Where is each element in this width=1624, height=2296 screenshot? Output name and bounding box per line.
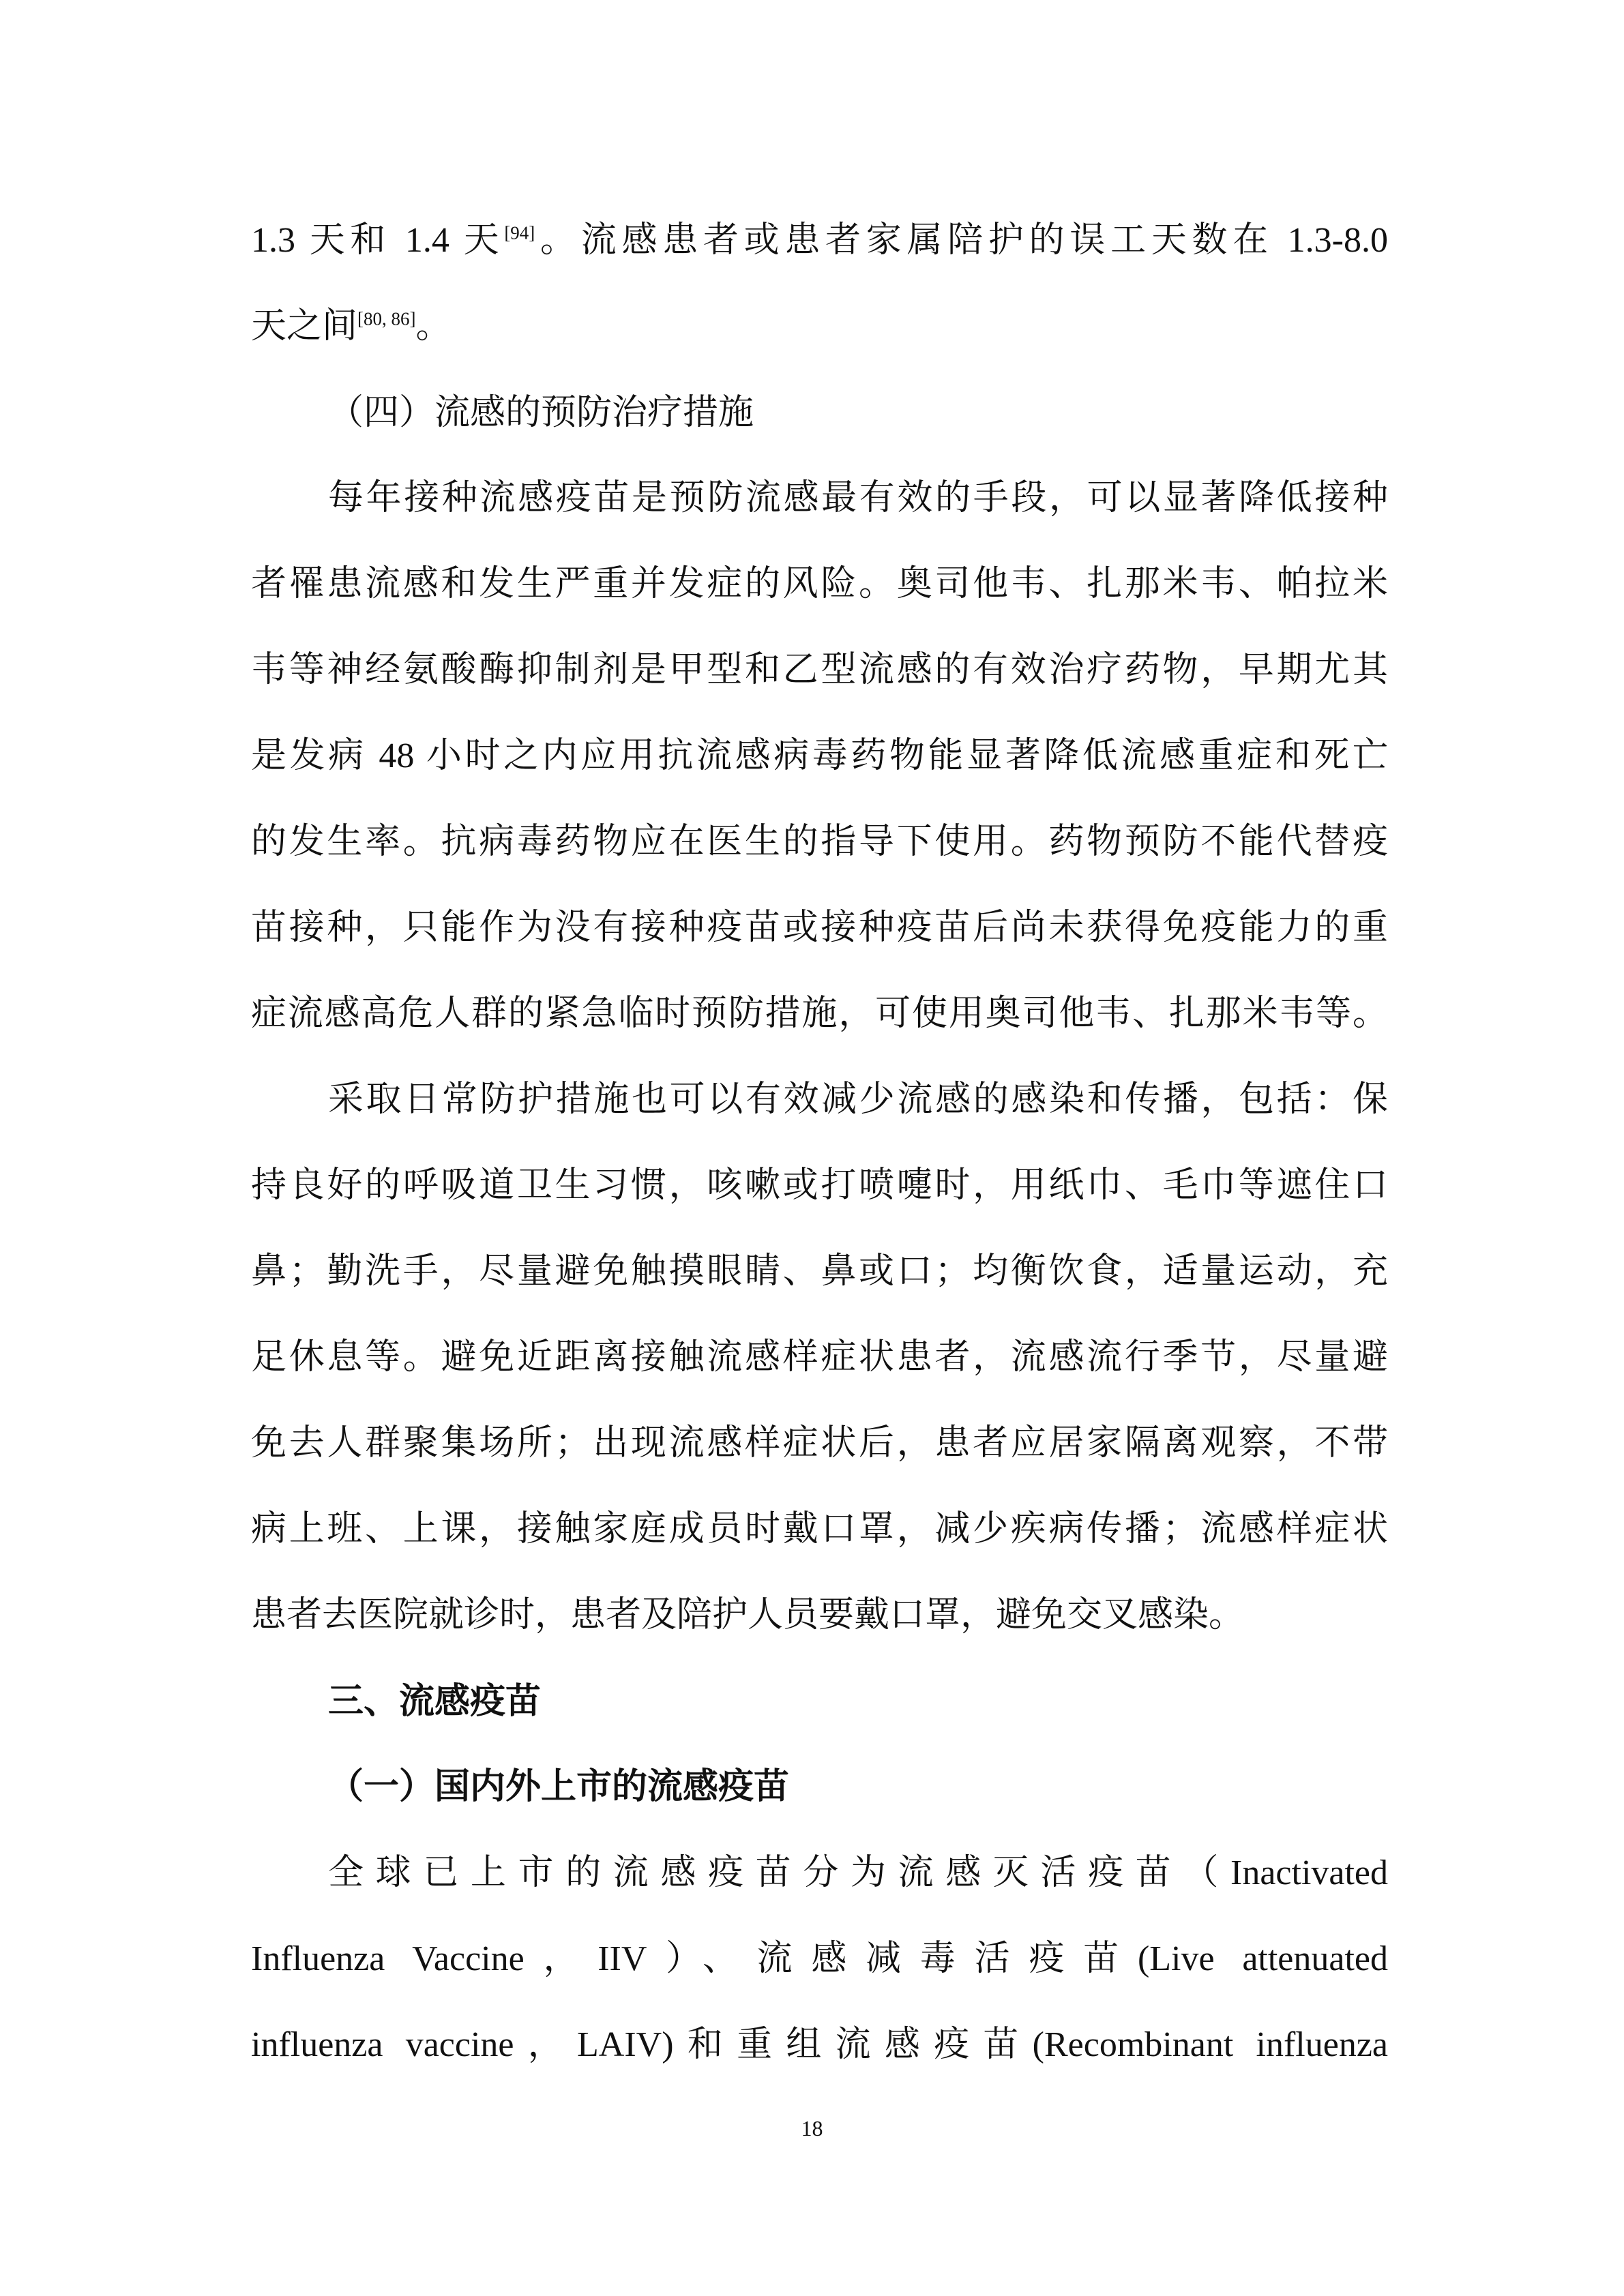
body-line: 韦等神经氨酸酶抑制剂是甲型和乙型流感的有效治疗药物，早期尤其: [251, 651, 1388, 689]
body-line: 苗接种，只能作为没有接种疫苗或接种疫苗后尚未获得免疫能力的重: [251, 908, 1388, 947]
body-line: 的发生率。抗病毒药物应在医生的指导下使用。药物预防不能代替疫: [251, 822, 1388, 861]
intro-text: 。流感患者或患者家属陪护的误工天数在 1.3-8.0: [535, 221, 1388, 260]
body-line-intro-1: [251, 198, 1388, 284]
body-line: 全球已上市的流感疫苗分为流感灭活疫苗（Inactivated: [328, 1853, 1388, 1892]
subsection-heading-marketed-vaccines: （一）国内外上市的流感疫苗: [328, 1768, 790, 1806]
body-line: 症流感高危人群的紧急临时预防措施，可使用奥司他韦、扎那米韦等。: [251, 994, 1388, 1033]
body-line: 鼻；勤洗手，尽量避免触摸眼睛、鼻或口；均衡饮食，适量运动，充: [251, 1252, 1388, 1291]
body-line: 每年接种流感疫苗是预防流感最有效的手段，可以显著降低接种: [328, 479, 1388, 518]
document-body: [251, 198, 1388, 2088]
intro-text: 1.3 天和 1.4 天: [251, 221, 505, 260]
body-line: 持良好的呼吸道卫生习惯，咳嗽或打喷嚏时，用纸巾、毛巾等遮住口: [251, 1166, 1388, 1205]
chapter-heading-vaccine: 三、流感疫苗: [328, 1682, 542, 1721]
body-line: 病上班、上课，接触家庭成员时戴口罩，减少疾病传播；流感样症状: [251, 1510, 1388, 1549]
body-line: 足休息等。避免近距离接触流感样症状患者，流感流行季节，尽量避: [251, 1338, 1388, 1377]
body-line: Influenza Vaccine，IIV）、流感减毒活疫苗(Live attenuated: [251, 1939, 1388, 1978]
intro-text: 天之间: [251, 307, 358, 346]
section-heading-prevention: （四）流感的预防治疗措施: [328, 392, 754, 433]
page-number: 18: [801, 2116, 823, 2141]
citation-superscript: [80, 86]: [357, 308, 416, 329]
citation-superscript: [94]: [504, 222, 535, 243]
body-line: 患者去医院就诊时，患者及陪护人员要戴口罩，避免交叉感染。: [251, 1596, 1245, 1635]
body-line: 是发病 48 小时之内应用抗流感病毒药物能显著降低流感重症和死亡: [251, 736, 1388, 775]
body-line: 免去人群聚集场所；出现流感样症状后，患者应居家隔离观察，不带: [251, 1424, 1388, 1463]
intro-text: 。: [415, 307, 452, 346]
body-line: influenza vaccine，LAIV)和重组流感疫苗(Recombinant influenza: [251, 2025, 1388, 2064]
body-line: 者罹患流感和发生严重并发症的风险。奥司他韦、扎那米韦、帕拉米: [251, 565, 1388, 603]
body-line: 采取日常防护措施也可以有效减少流感的感染和传播，包括：保: [328, 1080, 1388, 1119]
body-line-intro-2: [251, 284, 1388, 370]
